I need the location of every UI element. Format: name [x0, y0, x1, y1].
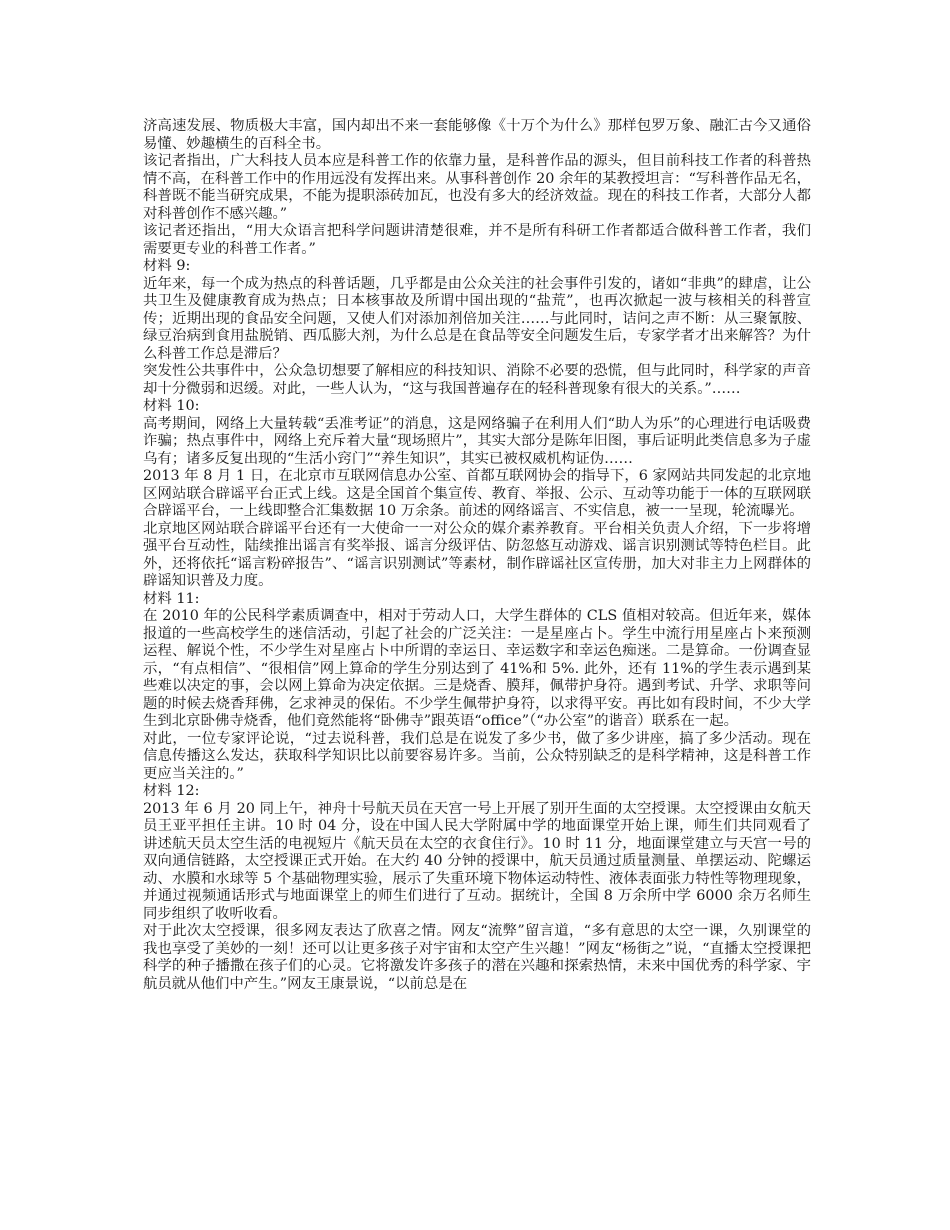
paragraph-material-11-a: 在 2010 年的公民科学素质调查中，相对于劳动人口，大学生群体的 CLS 值相对较高。但近年来，媒体报道的一些高校学生的迷信活动，引起了社会的广泛关注：一是星座占卜。学生中流行用星座占卜来预测运程、解说个性，不少学生对星座占卜中所谓的幸运日、幸运数字和幸运色痴迷。二是算命。一份调查显示，“有点相信”、“很相信”网上算命的学生分别达到了 41%和 5%. 此外，还有 11%的学生表示遇到某些难以决定的事，会以网上算命为决定依据。三是烧香、膜拜，佩带护身符。遇到考试、升学、求职等问题的时候去烧香拜佛，乞求神灵的保佑。不少学生佩带护身符，以求得平安。再比如有段时间，不少大学生到北京卧佛寺烧香，他们竟然能将“卧佛寺”跟英语“office”（“办公室”的谐音）联系在一起。 — [143, 608, 811, 729]
paragraph-material-11-b: 对此，一位专家评论说，“过去说科普，我们总是在说发了多少书，做了多少讲座，搞了多少活动。现在信息传播这么发达，获取科学知识比以前要容易许多。当前，公众特别缺乏的是科学精神，这是科普工作更应当关注的。” — [143, 730, 811, 782]
paragraph-material-10-c: 北京地区网站联合辟谣平台还有一大使命一一对公众的媒介素养教育。平台相关负责人介绍，下一步将增强平台互动性，陆续推出谣言有奖举报、谣言分级评估、防忽悠互动游戏、谣言识别测试等特色栏目。此外，还将依托“谣言粉碎报告”、“谣言识别测试”等素材，制作辟谣社区宣传册，加大对非主力上网群体的辟谣知识普及力度。 — [143, 520, 811, 589]
paragraph-material-10-a: 高考期间，网络上大量转载“丢准考证”的消息，这是网络骗子在利用人们“助人为乐”的心理进行电话吸费诈骗；热点事件中，网络上充斥着大量“现场照片”，其实大部分是陈年旧图，事后证明此类信息多为子虚乌有；诸多反复出现的“生活小窍门”“养生知识”，其实已被权威机构证伪…… — [143, 415, 811, 467]
paragraph-material-12-a: 2013 年 6 月 20 同上午，神舟十号航天员在天宫一号上开展了别开生面的太空授课。太空授课由女航天员王亚平担任主讲。10 时 04 分，设在中国人民大学附属中学的地面课堂开始上课，师生们共同观看了讲述航天员太空生活的电视短片《航天员在太空的衣食住行》。10 时 11 分，地面课堂建立与天宫一号的双向通信链路，太空授课正式开始。在大约 40 分钟的授课中，航天员通过质量测量、单摆运动、陀螺运动、水膜和水球等 5 个基础物理实验，展示了失重环境下物体运动特性、液体表面张力特性等物理现象，并通过视频通话形式与地面课堂上的师生们进行了互动。据统计，全国 8 万余所中学 6000 余万名师生同步组织了收听收看。 — [143, 800, 811, 922]
paragraph-material-10-b: 2013 年 8 月 1 日，在北京市互联网信息办公室、首都互联网协会的指导下，6 家网站共同发起的北京地区网站联合辟谣平台正式上线。这是全国首个集宣传、教育、举报、公示、互动等功能于一体的互联网联合辟谣平台，一上线即整合汇集数据 10 万余条。前述的网络谣言、不实信息，被一一呈现，轮流曝光。 — [143, 468, 811, 519]
material-10-heading: 材料 10: — [143, 398, 200, 414]
material-12-heading: 材料 12: — [143, 783, 200, 799]
paragraph-material-12-b: 对于此次太空授课，很多网友表达了欣喜之情。网友“流弊”留言道，“多有意思的太空一课，久别课堂的我也享受了美妙的一刻！还可以让更多孩子对宇宙和太空产生兴趣！”网友“杨街之”说，“直播太空授课把科学的种子播撒在孩子们的心灵。它将激发许多孩子的潜在兴趣和探索热情，未来中国优秀的科学家、宇航员就从他们中产生。”网友王康景说，“以前总是在 — [143, 923, 811, 992]
paragraph-reporter-point: 该记者指出，广大科技人员本应是科普工作的依靠力量，是科普作品的源头，但目前科技工作者的科普热情不高，在科普工作中的作用远没有发挥出来。从事科普创作 20 余年的某教授坦言：“写科普作品无名，科普既不能当研究成果，不能为提职添砖加瓦，也没有多大的经济效益。现在的科技工作者，大部分人都对科普创作不感兴趣。” — [143, 153, 812, 222]
document-page — [143, 118, 811, 993]
paragraph-intro-continuation: 济高速发展、物质极大丰富，国内却出不来一套能够像《十万个为什么》那样包罗万象、融汇古今又通俗易懂、妙趣横生的百科全书。 — [143, 118, 811, 152]
paragraph-material-9-b: 突发性公共事件中，公众急切想要了解相应的科技知识、消除不必要的恐慌，但与此同时，科学家的声音却十分微弱和迟缓。对此，一些人认为，“这与我国普遍存在的轻科普现象有很大的关系。”…… — [143, 363, 811, 397]
paragraph-reporter-further: 该记者还指出，“用大众语言把科学问题讲清楚很难，并不是所有科研工作者都适合做科普工作者，我们需要更专业的科普工作者。” — [143, 223, 811, 257]
material-9-heading: 材料 9: — [143, 258, 191, 274]
material-11-heading: 材料 11: — [143, 590, 200, 607]
paragraph-material-9-a: 近年来，每一个成为热点的科普话题，几乎都是由公众关注的社会事件引发的，诸如“非典”的肆虐，让公共卫生及健康教育成为热点；日本核事故及所谓中国出现的“盐荒”，也再次掀起一波与核相关的科普宣传；近期出现的食品安全问题，又使人们对添加剂倍加关注……与此同时，诘问之声不断：从三聚氰胺、绿豆治病到食用盐脱销、西瓜膨大剂，为什么总是在食品等安全问题发生后，专家学者才出来解答？为什么科普工作总是滞后？ — [143, 275, 811, 362]
